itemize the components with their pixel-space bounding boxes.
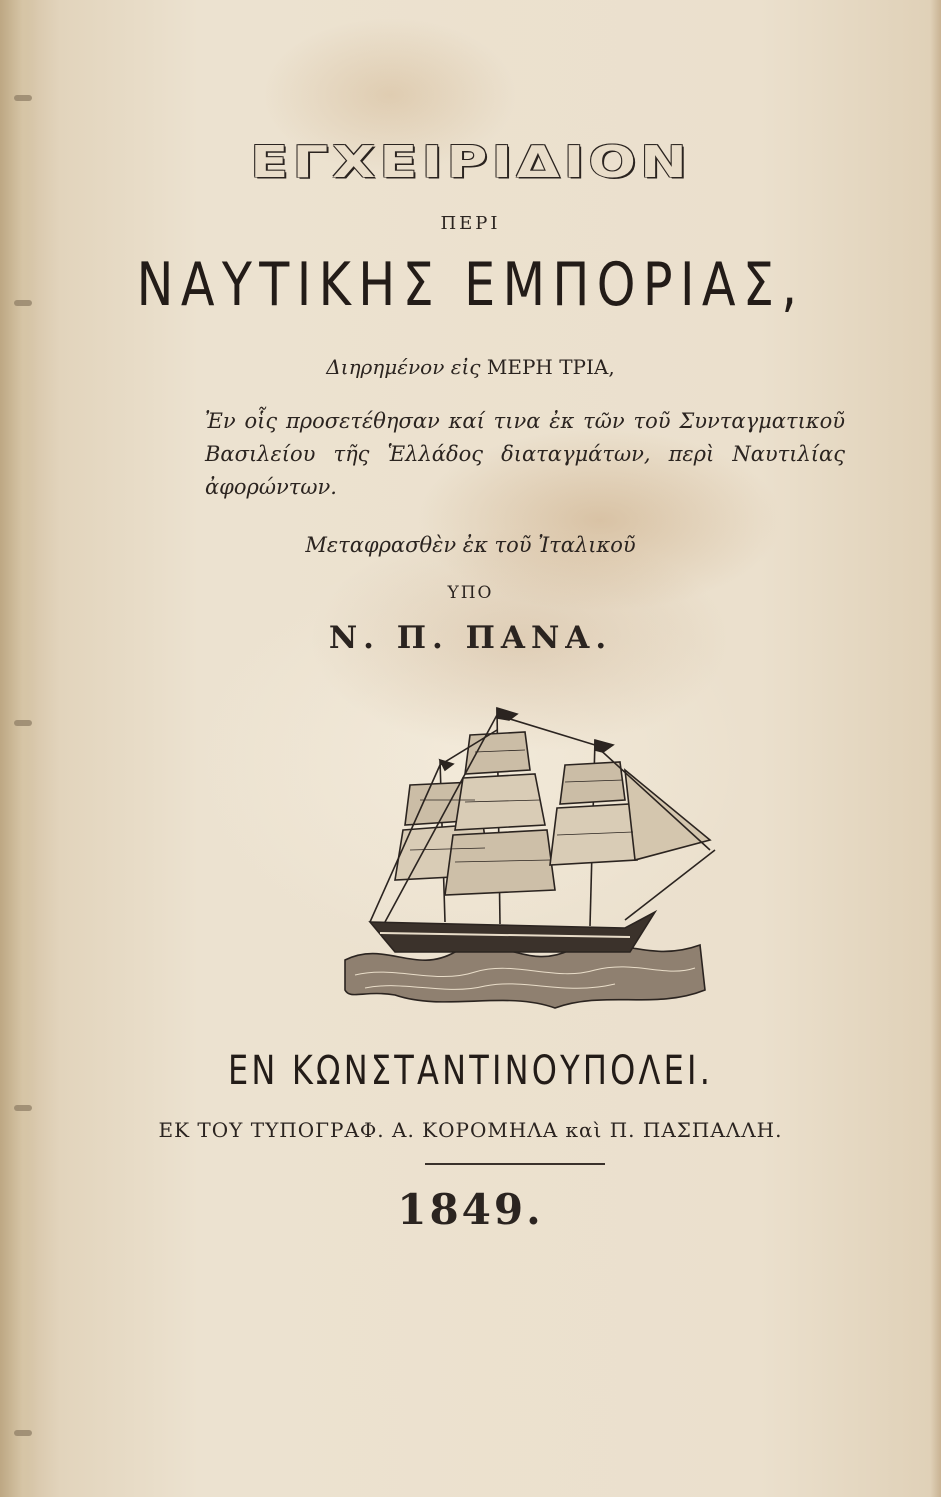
translation-note: Μεταφρασθὲν ἐκ τοῦ Ἰταλικοῦ [305,533,636,557]
printer-line: ΕΚ ΤΟΥ ΤΥΠΟΓΡΑΦ. Α. ΚΟΡΟΜΗΛΑ καὶ Π. ΠΑΣΠΑΛΛΗ. [158,1118,783,1142]
book-subject: ΝΑΥΤΙΚΗΣ ΕΜΠΟΡΙΑΣ, [136,250,805,320]
binding-stitch [14,95,32,101]
publication-year: 1849. [397,1185,544,1234]
author-name: Ν. Π. ΠΑΝΑ. [328,620,613,656]
binding-stitch [14,1430,32,1436]
divider-rule [425,1163,605,1165]
divided-parts: ΜΕΡΗ ΤΡΙΑ, [486,355,615,379]
publication-place: ΕΝ ΚΩΝΣΤΑΝΤΙΝΟΥΠΟΛΕΙ. [227,1048,714,1094]
description-paragraph: Ἐν οἷς προσετέθησαν καί τινα ἐκ τῶν τοῦ Συνταγματικοῦ Βασιλείου τῆς Ἑλλάδος διαταγμάτων, περὶ Ναυτιλίας ἀφορώντων. [205,409,845,499]
divisions-line [0,355,941,379]
binding-stitch [14,1105,32,1111]
binding-stitch [14,720,32,726]
title-connector: ΠΕΡΙ [440,213,501,234]
divided-prefix: Διηρημένον εἰς [326,355,481,379]
book-title: ΕΓΧΕΙΡΙΔΙΟΝ [250,137,691,188]
binding-stitch [14,300,32,306]
ship-engraving-icon [325,690,720,1020]
by-line: ΥΠΟ [447,583,494,603]
